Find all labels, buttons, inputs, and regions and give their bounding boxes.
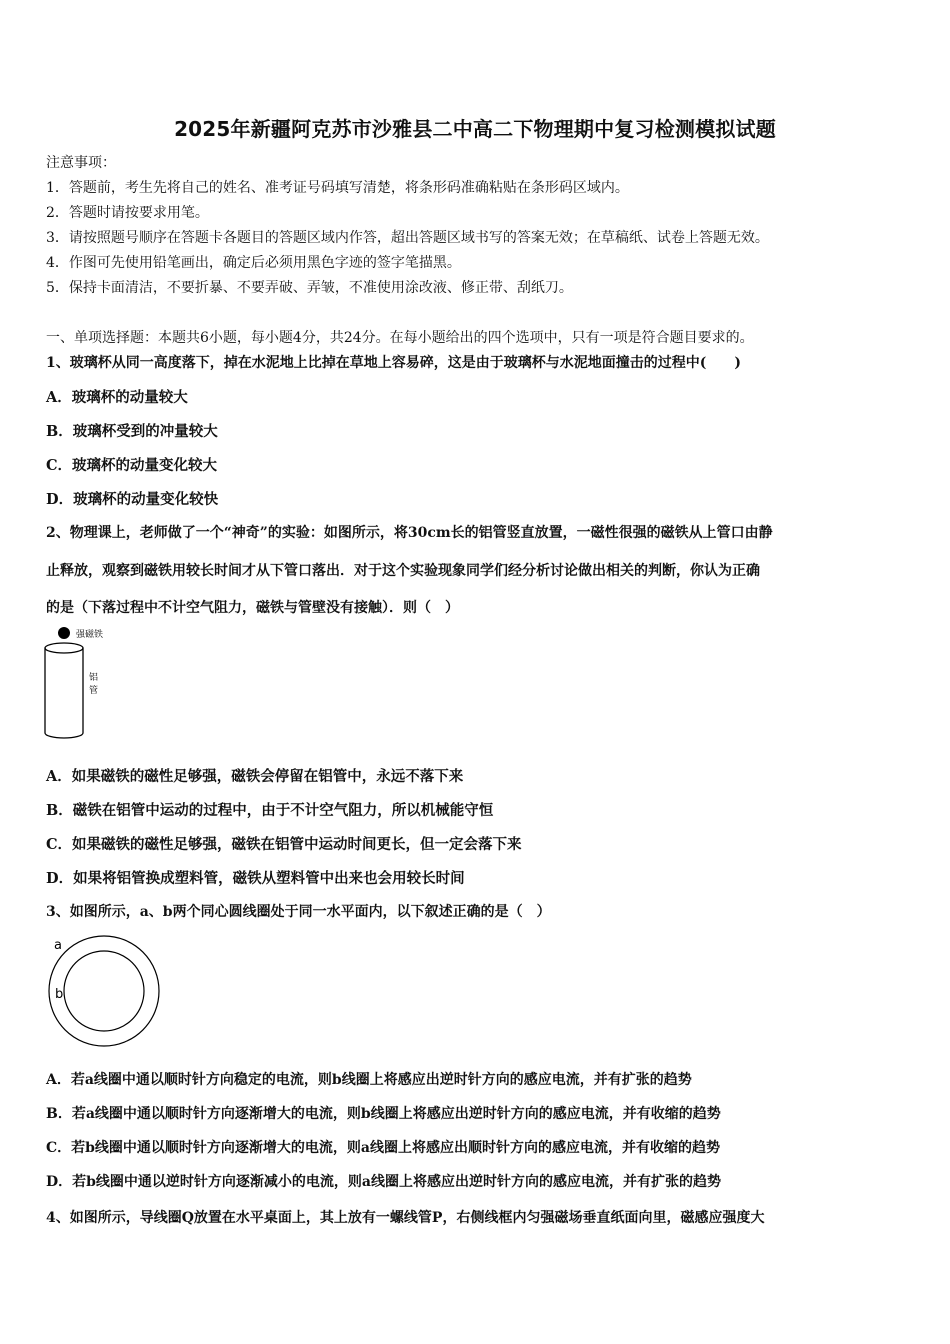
page-title: 2025年新疆阿克苏市沙雅县二中高二下物理期中复习检测模拟试题 [174,117,776,141]
magnet-tube-figure [40,624,120,742]
coil-b-label: b [55,987,64,1002]
magnet-dot [58,627,70,639]
coil-a [49,936,159,1046]
question-2-stem-line-1: 2、物理课上，老师做了一个“神奇”的实验：如图所示，将30cm长的铝管竖直放置，一磁性很强的磁铁从上管口由静 [46,525,773,541]
notes-item: 3．请按照题号顺序在答题卡各题目的答题区域内作答，超出答题区域书写的答案无效；在草稿纸、试卷上答题无效。 [46,230,769,246]
notes-item: 2．答题时请按要求用笔。 [46,205,209,221]
q3-option-b: B．若a线圈中通以顺时针方向逐渐增大的电流，则b线圈上将感应出逆时针方向的感应电流，并有收缩的趋势 [46,1106,721,1122]
question-3-stem: 3、如图所示，a、b两个同心圆线圈处于同一水平面内，以下叙述正确的是（ ） [46,904,551,920]
notes-item: 1．答题前，考生先将自己的姓名、准考证号码填写清楚，将条形码准确粘贴在条形码区域内。 [46,180,629,196]
q1-option-c: C．玻璃杯的动量变化较大 [46,457,218,474]
q1-option-d: D．玻璃杯的动量变化较快 [46,491,219,508]
q2-option-b: B．磁铁在铝管中运动的过程中，由于不计空气阻力，所以机械能守恒 [46,802,494,819]
notes-item: 5．保持卡面清洁，不要折暴、不要弄破、弄皱，不准使用涂改液、修正带、刮纸刀。 [46,280,573,296]
tube-bottom [45,733,83,738]
q2-option-a: A．如果磁铁的磁性足够强，磁铁会停留在铝管中，永远不落下来 [46,768,464,785]
notes-item: 4．作图可先使用铅笔画出，确定后必须用黑色字迹的签字笔描黑。 [46,255,461,271]
concentric-coils-figure [46,932,164,1050]
q1-option-a: A．玻璃杯的动量较大 [46,389,188,406]
tube-top [45,643,83,653]
question-2-stem-line-3: 的是（下落过程中不计空气阻力，磁铁与管壁没有接触）．则（ ） [46,600,459,616]
q2-option-d: D．如果将铝管换成塑料管，磁铁从塑料管中出来也会用较长时间 [46,870,465,887]
q2-option-c: C．如果磁铁的磁性足够强，磁铁在铝管中运动时间更长，但一定会落下来 [46,836,522,853]
q3-option-d: D．若b线圈中通以逆时针方向逐渐减小的电流，则a线圈上将感应出逆时针方向的感应电流，并有扩张的趋势 [46,1174,721,1190]
q1-option-b: B．玻璃杯受到的冲量较大 [46,423,218,440]
q3-option-a: A．若a线圈中通以顺时针方向稳定的电流，则b线圈上将感应出逆时针方向的感应电流，并有扩张的趋势 [46,1072,692,1088]
magnet-label: 强磁铁 [76,630,104,640]
question-1-stem: 1、玻璃杯从同一高度落下，掉在水泥地上比掉在草地上容易碎，这是由于玻璃杯与水泥地面撞击的过程中( ) [46,355,741,371]
coil-b [64,951,144,1031]
question-4-stem: 4、如图所示，导线圈Q放置在水平桌面上，其上放有一螺线管P，右侧线框内匀强磁场垂直纸面向里，磁感应强度大 [46,1210,765,1226]
q3-option-c: C．若b线圈中通以顺时针方向逐渐增大的电流，则a线圈上将感应出顺时针方向的感应电流，并有收缩的趋势 [46,1140,721,1156]
question-2-stem-line-2: 止释放，观察到磁铁用较长时间才从下管口落出．对于这个实验现象同学们经分析讨论做出相关的判断，你认为正确 [46,563,760,579]
tube-label-2: 管 [89,686,99,696]
notes-heading: 注意事项： [46,155,116,171]
coil-a-label: a [54,938,62,953]
tube-label-1: 铝 [89,673,99,683]
section-heading: 一、单项选择题：本题共6小题，每小题4分，共24分。在每小题给出的四个选项中，只有一项是符合题目要求的。 [46,330,754,346]
